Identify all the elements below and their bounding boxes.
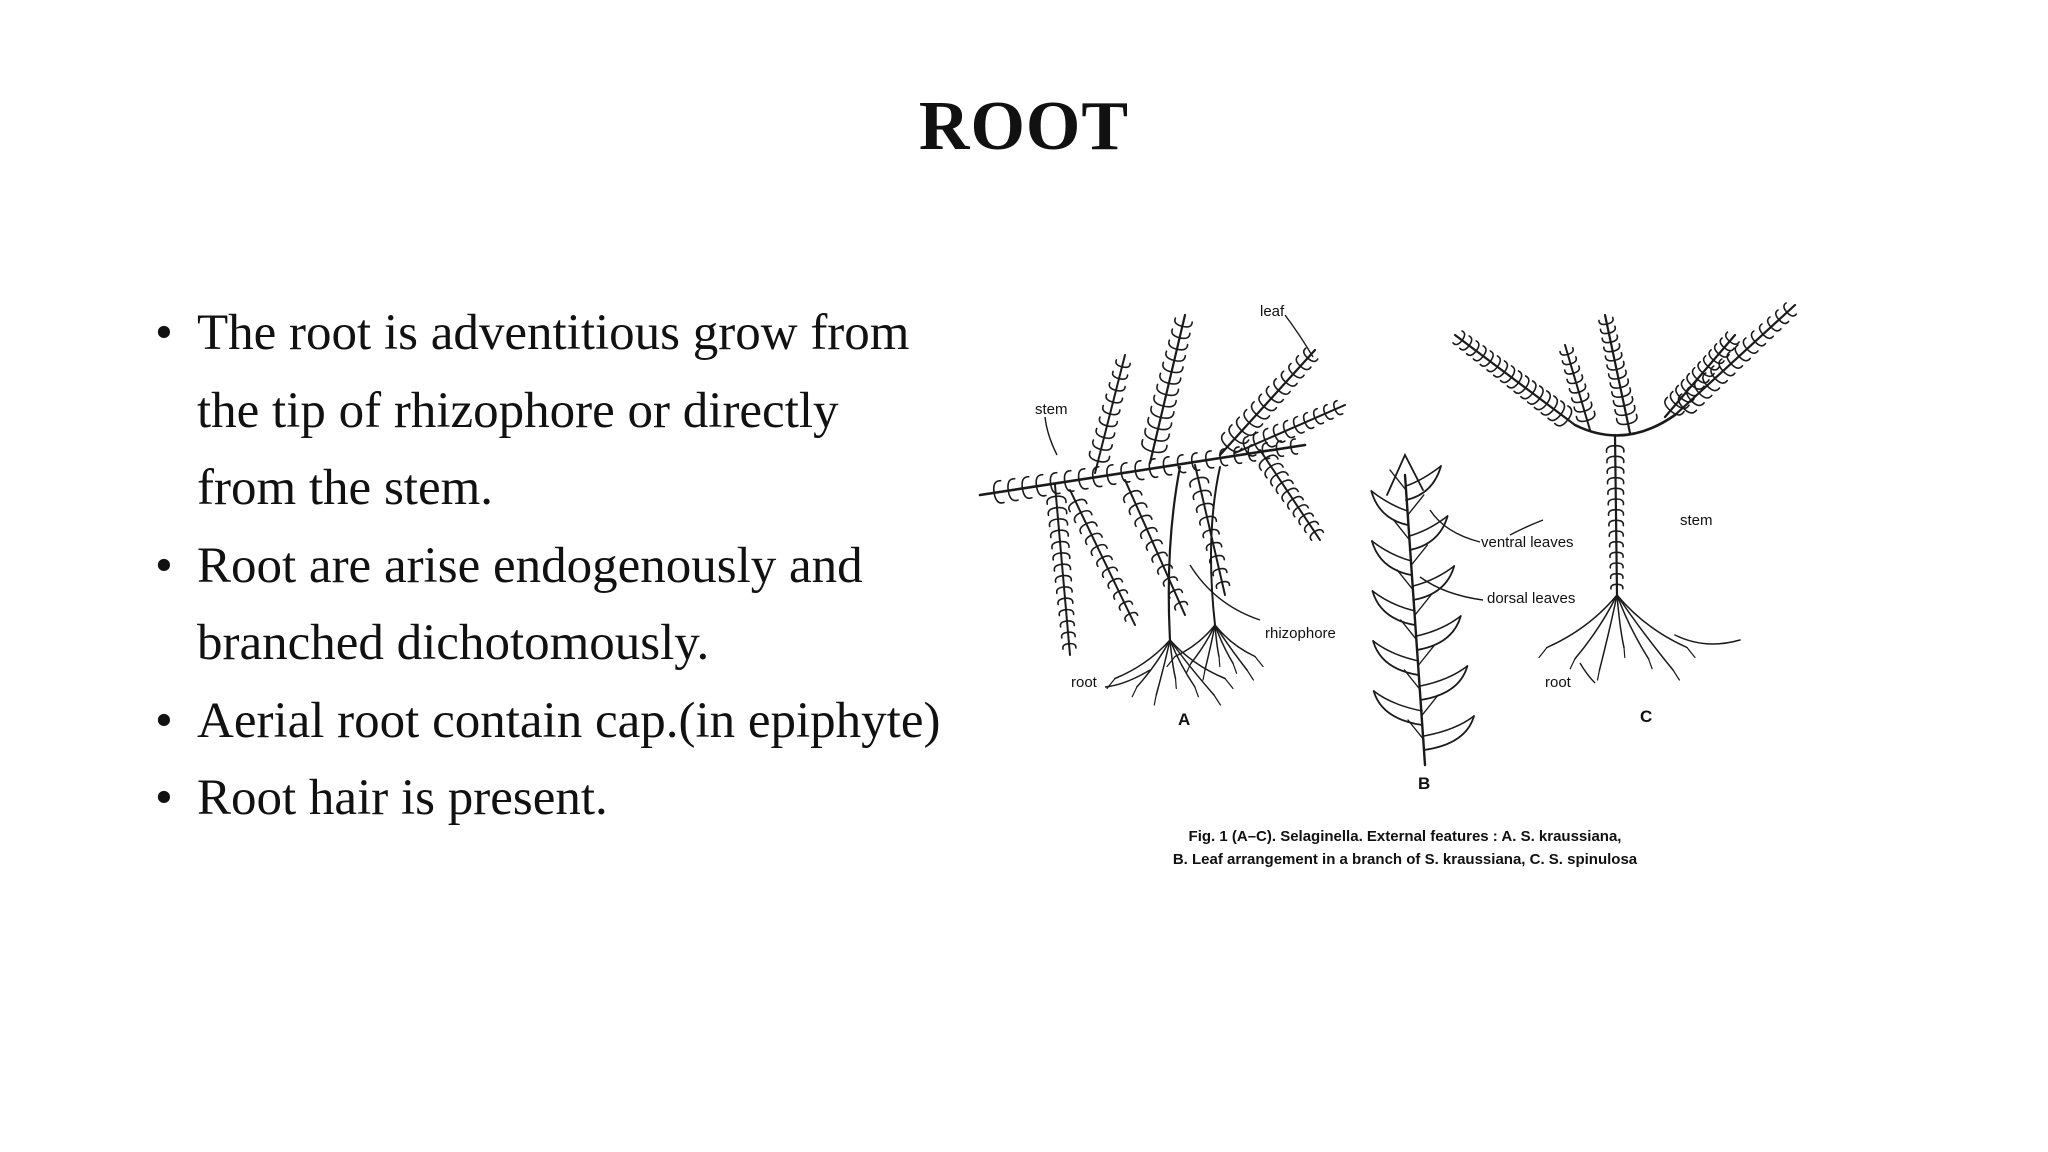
label-ventral-leaves: ventral leaves bbox=[1481, 534, 1574, 551]
label-panel-a: A bbox=[1178, 710, 1191, 729]
bullet-line: Root hair is present. bbox=[197, 770, 608, 826]
bullet-dot: • bbox=[155, 770, 173, 826]
bullet-line: from the stem. bbox=[197, 460, 494, 516]
label-rhizophore: rhizophore bbox=[1265, 625, 1336, 642]
bullet-item bbox=[155, 528, 975, 683]
figure-caption bbox=[975, 825, 1835, 871]
bullet-dot: • bbox=[155, 537, 173, 594]
bullet-item bbox=[155, 760, 975, 838]
label-dorsal-leaves: dorsal leaves bbox=[1487, 590, 1576, 607]
label-panel-b: B bbox=[1418, 774, 1431, 793]
caption-line: B. Leaf arrangement in a branch of S. kraussiana, C. S. spinulosa bbox=[1172, 851, 1638, 868]
caption-line: Fig. 1 (A–C). Selaginella. External features : A. S. kraussiana, bbox=[1188, 828, 1622, 845]
bullet-line: Root are arise endogenously and bbox=[197, 537, 863, 594]
bullet-item bbox=[155, 295, 975, 528]
bullet-item bbox=[155, 683, 975, 761]
selaginella-figure bbox=[975, 295, 1835, 875]
bullet-line: the tip of rhizophore or directly bbox=[197, 382, 839, 439]
slide-title: ROOT bbox=[918, 88, 1130, 165]
label-root-c: root bbox=[1545, 674, 1571, 691]
label-stem-a: stem bbox=[1035, 401, 1068, 418]
label-stem-c: stem bbox=[1680, 512, 1713, 529]
label-root-a: root bbox=[1071, 674, 1097, 691]
selaginella-illustration bbox=[975, 295, 1835, 815]
bullet-dot: • bbox=[155, 692, 173, 749]
plant-drawings bbox=[980, 303, 1796, 765]
bullet-dot: • bbox=[155, 305, 173, 361]
bullet-line: Aerial root contain cap.(in epiphyte) bbox=[197, 692, 941, 749]
label-panel-c: C bbox=[1640, 707, 1653, 726]
label-leaf: leaf bbox=[1260, 303, 1285, 320]
bullet-list bbox=[155, 295, 975, 838]
bullet-line: The root is adventitious grow from bbox=[197, 305, 910, 361]
bullet-line: branched dichotomously. bbox=[197, 615, 710, 671]
